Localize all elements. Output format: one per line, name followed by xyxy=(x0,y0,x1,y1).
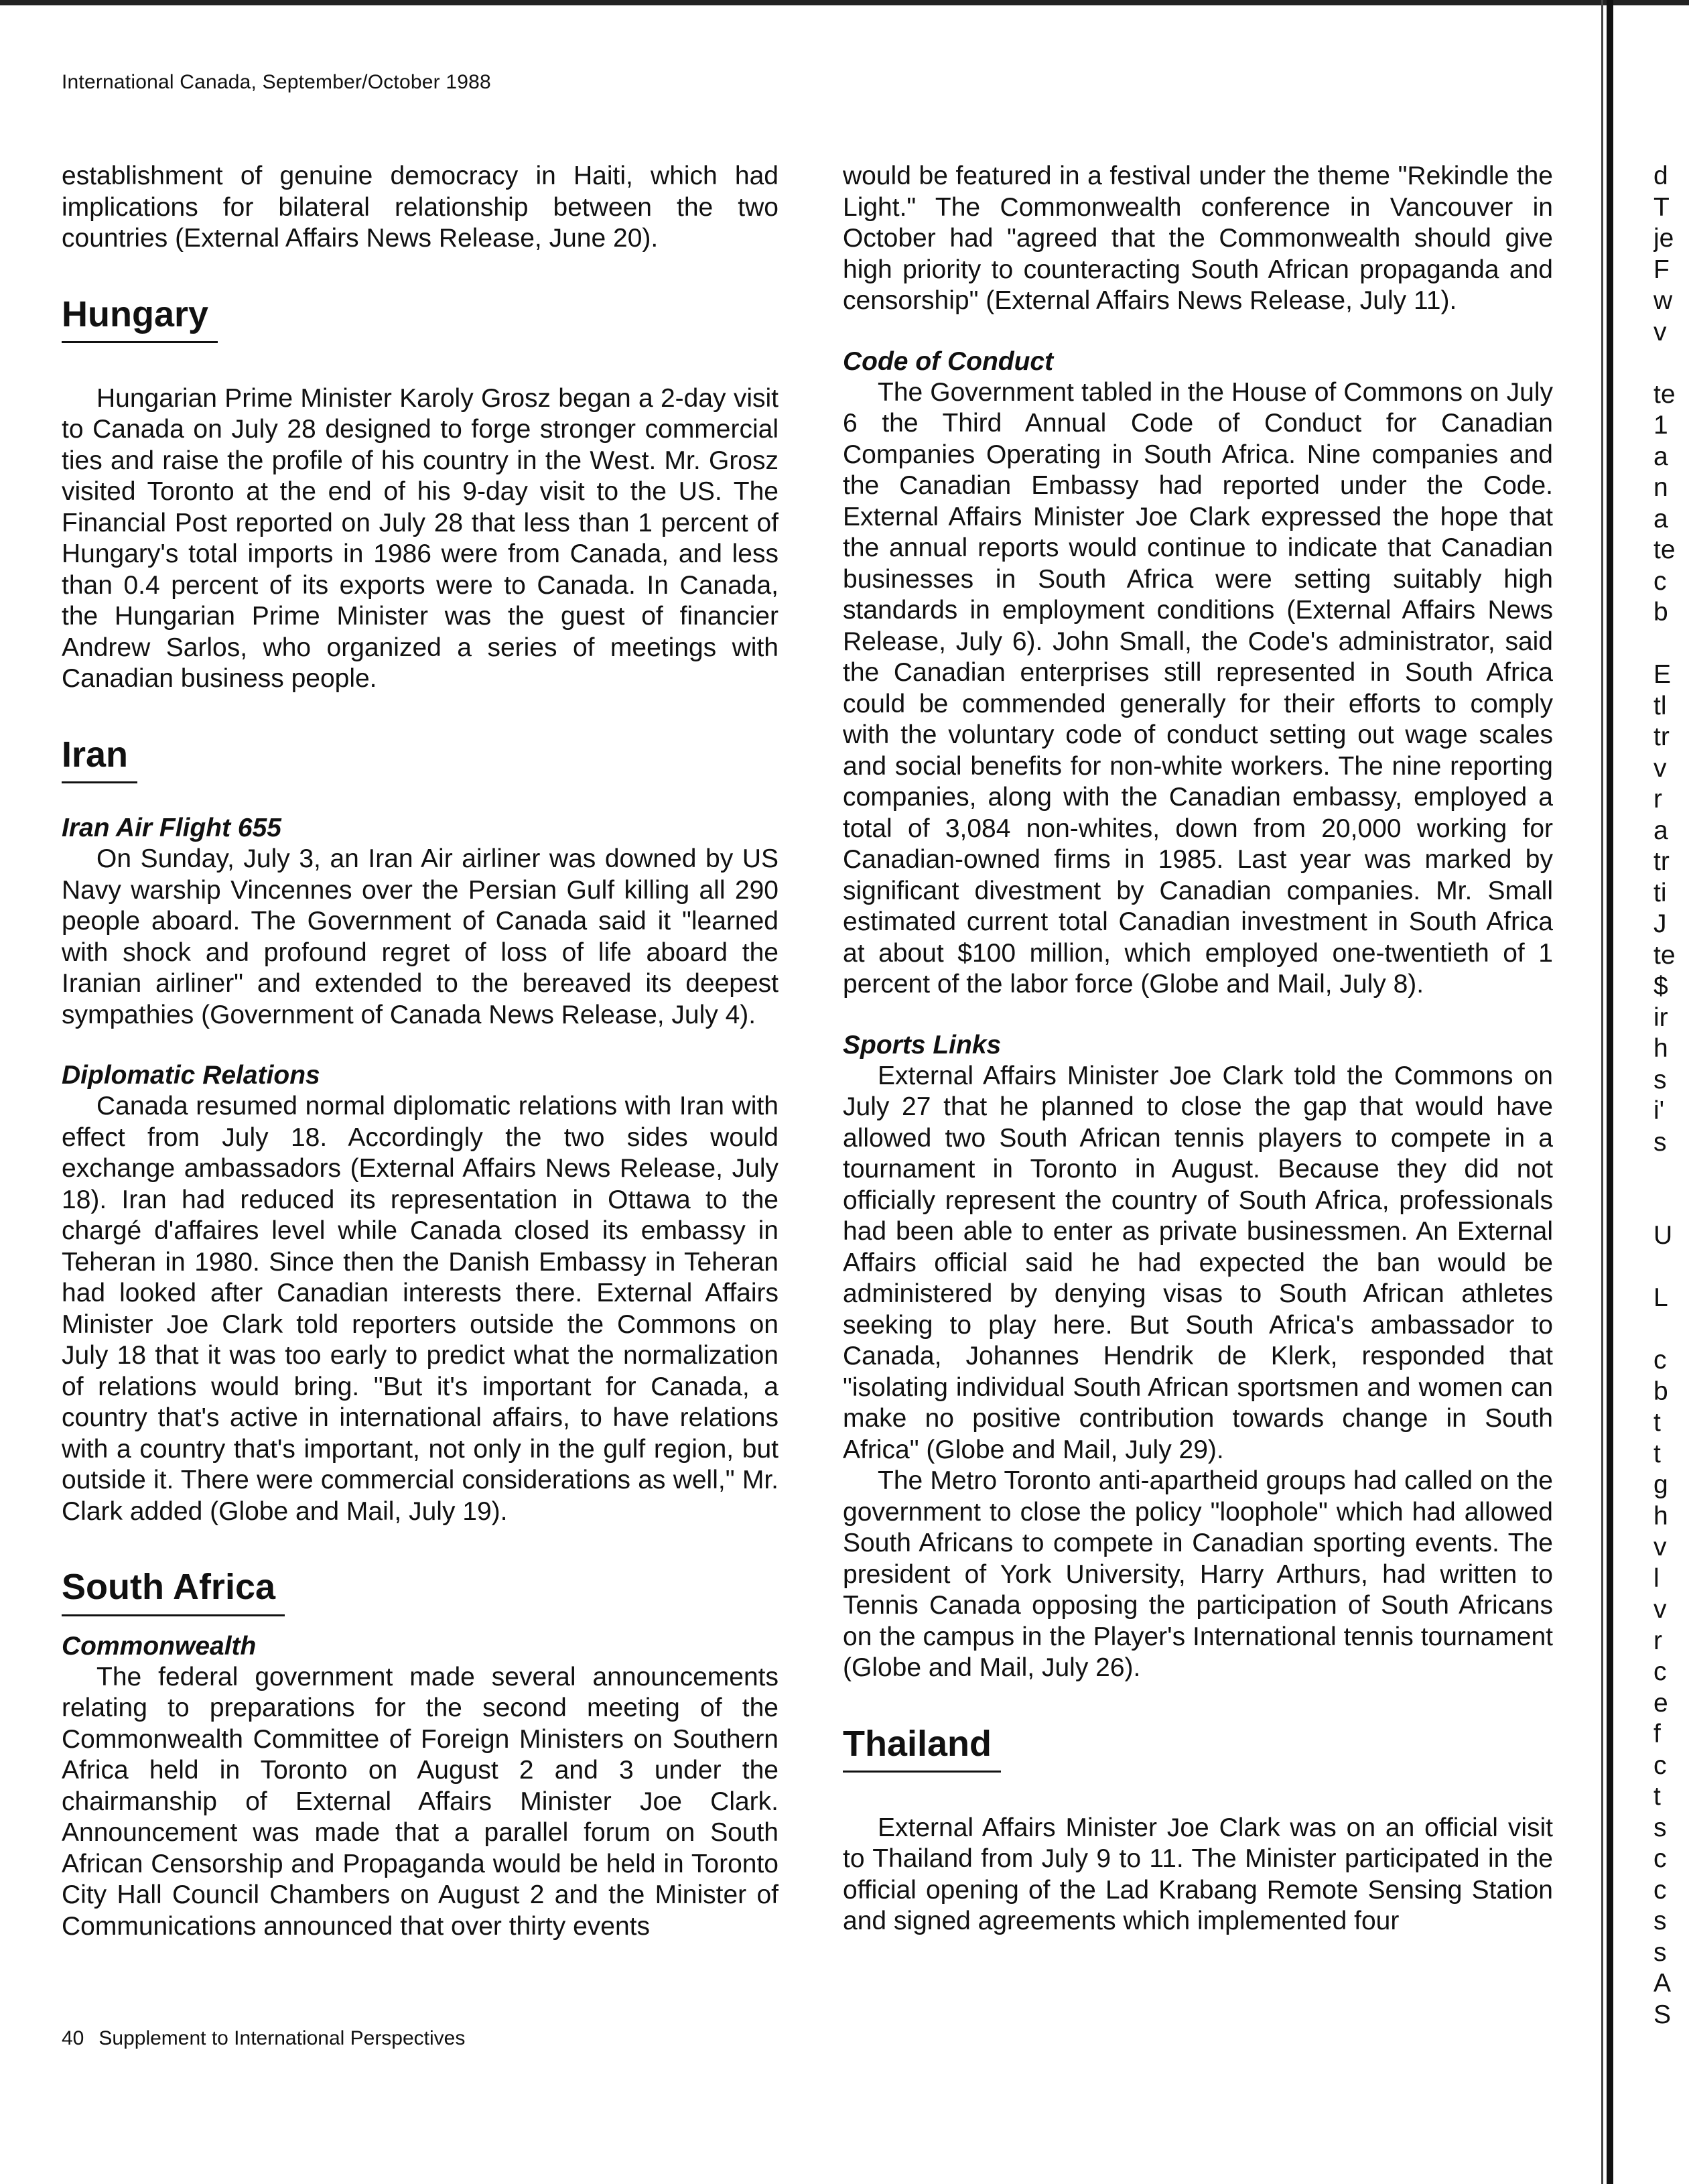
paragraph: The Metro Toronto anti-apartheid groups had called on the government to close the policy "loophole" which had allowed South Africans to compete in Canadian sporting events. The president of York University, Harry Arthurs, had written to Tennis Canada opposing the participation of South Africans on the campus in the Player's International tennis tournament (Globe and Mail, July 26). xyxy=(843,1466,1553,1682)
paragraph: The federal government made several announcements relating to preparations for the second meeting of the Commonwealth Committee of Foreign Ministers on Southern Africa held in Toronto on August 2 and 3 under the chairmanship of External Affairs Minister Joe Clark. Announcement was made that a parallel forum on South African Censorship and Propaganda would be held in Toronto City Hall Council Chambers on August 2 and the Minister of Communications announced that over thirty events xyxy=(62,1662,779,1941)
facing-page-line-fragment: t xyxy=(1653,1408,1661,1437)
facing-page-line-fragment: c xyxy=(1653,566,1667,596)
paragraph: The Government tabled in the House of Commons on July 6 the Third Annual Code of Conduct for Canadian Companies Operating in South Africa. Nine companies and the Canadian Embassy had reported under the Code. External Affairs Minister Joe Clark expressed the hope that the annual reports would continue to indicate that Canadian businesses in South Africa were setting suitably high standards in employment conditions (External Affairs News Release, July 6). John Small, the Code's administrator, said the Canadian enterprises still represented in South Africa could be commended generally for their efforts to comply with the voluntary code of conduct setting out wage scales and social benefits for non-white workers. The nine reporting companies, along with the Canadian embassy, employed a total of 3,084 non-whites, down from 20,000 working for Canadian-owned firms in 1985. Last year was marked by significant divestment by Canadian companies. Mr. Small estimated current total Canadian investment in South Africa at about $100 million, which employed one-twentieth of 1 percent of the labor force (Globe and Mail, July 8). xyxy=(843,377,1553,999)
facing-page-line-fragment: c xyxy=(1653,1844,1667,1873)
facing-page-line-fragment xyxy=(1653,1190,1689,1221)
running-head: International Canada, September/October 1988 xyxy=(62,71,491,93)
facing-page-line-fragment: U xyxy=(1653,1221,1673,1250)
facing-page-line-fragment xyxy=(1653,348,1689,379)
facing-page-line-fragment: v xyxy=(1653,753,1667,783)
facing-page-line-fragment: te xyxy=(1653,535,1676,564)
facing-page-line-fragment: b xyxy=(1653,598,1668,627)
paragraph: Hungarian Prime Minister Karoly Grosz began a 2-day visit to Canada on July 28 designed to forge stronger commercial ties and raise the profile of his country in the West. Mr. Grosz visited Toronto at the end of his 9-day visit to the US. The Financial Post reported on July 28 that less than 1 percent of Hungary's total imports in 1986 were from Canada, and less than 0.4 percent of its exports were to Canada. In Canada, the Hungarian Prime Minister was the guest of financier Andrew Sarlos, who organized a series of meetings with Canadian business people. xyxy=(62,383,779,694)
facing-page-line-fragment: c xyxy=(1653,1657,1667,1686)
facing-page-line-fragment: i' xyxy=(1653,1096,1665,1125)
facing-page-line-fragment: A xyxy=(1653,1969,1672,1998)
facing-page-line-fragment: s xyxy=(1653,1937,1667,1967)
facing-page-line-fragment: je xyxy=(1653,224,1674,253)
subheading: Commonwealth xyxy=(62,1631,257,1661)
facing-page-line-fragment: T xyxy=(1653,192,1670,222)
paragraph: External Affairs Minister Joe Clark told the Commons on July 27 that he planned to close the gap that would have allowed two South African tennis players to compete in a tournament in Toronto in August. Because they did not officially represent the country of South Africa, professionals had been able to enter as private businessmen. An External Affairs official said he had expected the ban would be administered by denying visas to South African athletes seeking to play here. But South Africa's ambassador to Canada, Johannes Hendrik de Klerk, responded that "isolating individual South African sportsmen and women can make no positive contribution towards change in South Africa" (Globe and Mail, July 29). xyxy=(843,1061,1553,1464)
facing-page-line-fragment: s xyxy=(1653,1065,1667,1094)
facing-page-line-fragment: l xyxy=(1653,1563,1660,1593)
facing-page-line-fragment xyxy=(1653,629,1689,660)
section-heading-thailand: Thailand xyxy=(843,1724,1001,1773)
facing-page-line-fragment: a xyxy=(1653,816,1668,845)
subheading: Sports Links xyxy=(843,1030,1002,1059)
subheading: Diplomatic Relations xyxy=(62,1061,320,1090)
facing-page-line-fragment: a xyxy=(1653,442,1668,471)
book-gutter-edge xyxy=(1601,0,1603,2184)
facing-page-line-fragment: c xyxy=(1653,1346,1667,1374)
facing-page-line-fragment: v xyxy=(1653,1533,1667,1561)
paragraph: establishment of genuine democracy in Haiti, which had implications for bilateral relationship between the two countries (External Affairs News Release, June 20). xyxy=(62,162,779,253)
facing-page-line-fragment: v xyxy=(1653,1595,1667,1624)
paragraph: would be featured in a festival under the theme "Rekindle the Light." The Commonwealth conference in Vancouver in October had "agreed that the Commonwealth should give high priority to counteracting South African propaganda and censorship" (External Affairs News Release, July 11). xyxy=(843,162,1553,315)
page-number: 40 xyxy=(62,2027,84,2049)
facing-page-line-fragment xyxy=(1653,1252,1689,1283)
page-footer xyxy=(62,2027,465,2050)
facing-page-line-fragment: e xyxy=(1653,1688,1668,1718)
facing-page-line-fragment: s xyxy=(1653,1127,1667,1157)
facing-page-line-fragment: 1 xyxy=(1653,411,1668,440)
paragraph: Canada resumed normal diplomatic relations with Iran with effect from July 18. Accordingly the two sides would exchange ambassadors (External Affairs News Release, July 18). Iran had reduced its representation in Ottawa to the chargé d'affaires level while Canada closed its embassy in Teheran in 1980. Since then the Danish Embassy in Teheran had looked after Canadian interests there. External Affairs Minister Joe Clark told reporters outside the Commons on July 18 that it was too early to predict what the normalization of relations would bring. "But it's important for Canada, a country that's active in international affairs, to have relations with a country that's important, not only in the gulf region, but outside it. There were commercial considerations as well," Mr. Clark added (Globe and Mail, July 19). xyxy=(62,1092,779,1526)
facing-page-line-fragment: ir xyxy=(1653,1003,1668,1032)
publication-name: Supplement to International Perspectives xyxy=(98,2027,466,2049)
facing-page-line-fragment: h xyxy=(1653,1501,1668,1531)
facing-page-line-fragment: t xyxy=(1653,1439,1661,1468)
facing-page-line-fragment: r xyxy=(1653,785,1662,814)
paragraph: External Affairs Minister Joe Clark was on an official visit to Thailand from July 9 to 11. The Minister participated in the official opening of the Lad Krabang Remote Sensing Station and signed agreements which implemented four xyxy=(843,1813,1553,1936)
facing-page-line-fragment: n xyxy=(1653,473,1668,502)
facing-page-line-fragment: L xyxy=(1653,1283,1668,1312)
facing-page-line-fragment: te xyxy=(1653,940,1676,970)
section-heading-hungary: Hungary xyxy=(62,295,218,343)
facing-page-line-fragment: F xyxy=(1653,255,1670,284)
facing-page-fragment xyxy=(1653,161,1689,2031)
facing-page-line-fragment: J xyxy=(1653,909,1667,938)
section-heading-iran: Iran xyxy=(62,735,137,783)
facing-page-line-fragment: h xyxy=(1653,1034,1668,1063)
section-heading-south-africa: South Africa xyxy=(62,1567,285,1616)
facing-page-line-fragment: f xyxy=(1653,1720,1661,1748)
facing-page-line-fragment: c xyxy=(1653,1875,1667,1905)
left-column xyxy=(62,161,779,1942)
facing-page-line-fragment: g xyxy=(1653,1470,1668,1499)
facing-page-line-fragment: w xyxy=(1653,286,1673,315)
paragraph: On Sunday, July 3, an Iran Air airliner was downed by US Navy warship Vincennes over the Persian Gulf killing all 290 people aboard. The Government of Canada said it "learned with shock and profound regret of loss of life aboard the Iranian airliner" and extended to the bereaved its deepest sympathies (Government of Canada News Release, July 4). xyxy=(62,844,779,1029)
facing-page-line-fragment: tr xyxy=(1653,847,1670,876)
facing-page-line-fragment: c xyxy=(1653,1750,1667,1780)
facing-page-line-fragment: s xyxy=(1653,1813,1667,1842)
facing-page-line-fragment: E xyxy=(1653,660,1672,689)
facing-page-line-fragment: tl xyxy=(1653,691,1667,720)
facing-page-line-fragment: b xyxy=(1653,1376,1668,1406)
subheading: Code of Conduct xyxy=(843,346,1054,376)
facing-page-line-fragment: $ xyxy=(1653,972,1668,1001)
scan-top-edge xyxy=(0,0,1689,5)
facing-page-line-fragment: r xyxy=(1653,1626,1662,1655)
right-column xyxy=(843,161,1553,1937)
facing-page-line-fragment: d xyxy=(1653,162,1668,190)
facing-page-line-fragment: te xyxy=(1653,379,1676,409)
facing-page-line-fragment: tr xyxy=(1653,722,1670,751)
subheading: Iran Air Flight 655 xyxy=(62,814,281,843)
facing-page-line-fragment: s xyxy=(1653,1907,1667,1935)
facing-page-line-fragment: v xyxy=(1653,317,1667,346)
facing-page-line-fragment: t xyxy=(1653,1782,1661,1811)
book-gutter-shadow xyxy=(1607,0,1613,2184)
facing-page-line-fragment xyxy=(1653,1158,1689,1190)
facing-page-line-fragment xyxy=(1653,1314,1689,1346)
facing-page-line-fragment: a xyxy=(1653,504,1668,533)
facing-page-line-fragment: S xyxy=(1653,2000,1672,2029)
facing-page-line-fragment: ti xyxy=(1653,878,1667,907)
